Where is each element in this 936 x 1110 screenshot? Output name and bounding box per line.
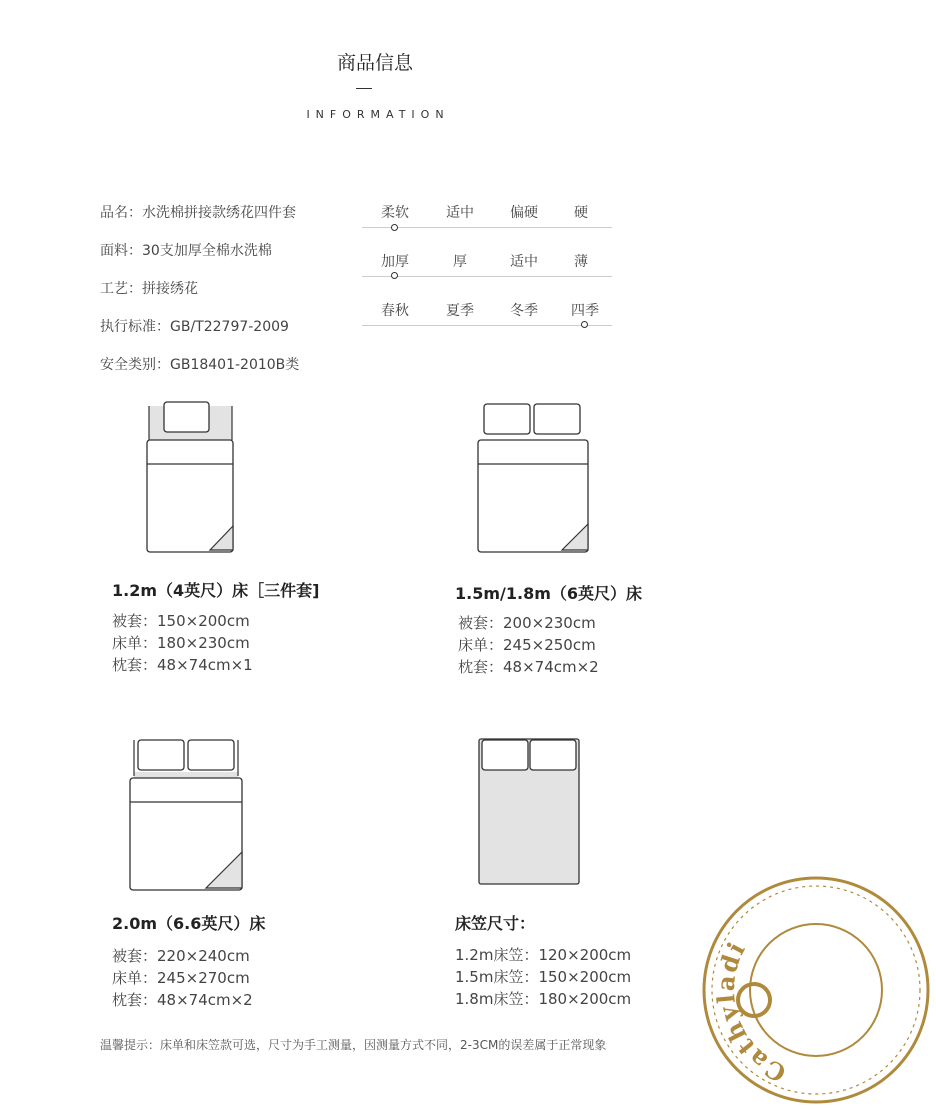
scale-season-option: 冬季 [510,303,538,319]
footnote: 温馨提示：床单和床笠款可选，尺寸为手工测量，因测量方式不同，2-3CM的误差属于正常现象 [100,1038,607,1052]
bed-title: 1.5m/1.8m（6英尺）床 [455,584,643,603]
bed-spec: 被套：200×230cm [458,614,596,632]
info-value: 水洗棉拼接款绣花四件套 [142,205,296,221]
info-row-safety [100,354,299,374]
svg-text:Cathyladi [696,935,824,1089]
bed-spec: 床单：180×230cm [112,634,250,652]
info-row-name [100,202,296,222]
fitted-sheet-illustration [474,734,586,890]
brand-seal-logo [696,870,936,1110]
bed-title: 床笠尺寸： [455,914,536,933]
section-title: 商品信息 [336,52,413,74]
bed-spec: 枕套：48×74cm×2 [458,658,599,676]
scale-softness-option: 适中 [446,205,474,221]
scale-softness-option: 偏硬 [510,205,538,221]
info-label: 执行标准： [100,319,170,335]
scale-softness-option: 硬 [574,205,588,221]
info-value: GB18401-2010B类 [170,357,300,373]
info-row-standard [100,316,289,336]
bed-spec: 1.8m床笠：180×200cm [455,990,632,1008]
info-label: 工艺： [100,281,142,297]
scale-season-marker [581,321,588,328]
info-label: 品名： [100,205,142,221]
info-row-fabric [100,240,272,260]
scale-softness-marker [391,224,398,231]
info-value: 30支加厚全棉水洗棉 [142,243,272,259]
scale-thickness-option: 厚 [453,254,467,270]
scale-thickness-option: 适中 [510,254,538,270]
title-divider [356,88,372,89]
bed-title: 2.0m（6.6英尺）床 [112,914,266,933]
scale-thickness-track [362,276,612,277]
info-row-craft [100,278,198,298]
info-value: GB/T22797-2009 [170,319,289,335]
scale-thickness-option: 薄 [574,254,588,270]
bed-spec: 1.5m床笠：150×200cm [455,968,632,986]
bed-spec: 被套：220×240cm [112,947,250,965]
scale-thickness-marker [391,272,398,279]
scale-softness-option: 柔软 [381,205,409,221]
bed-spec: 枕套：48×74cm×2 [112,991,253,1009]
bed-spec: 被套：150×200cm [112,612,250,630]
seal-text: Cathyladi [710,935,791,1089]
scale-season-option: 春秋 [381,303,409,319]
bed-spec: 床单：245×250cm [458,636,596,654]
bed-spec: 1.2m床笠：120×200cm [455,946,632,964]
scale-season-track [362,325,612,326]
scale-season-option: 夏季 [446,303,474,319]
scale-thickness-option: 加厚 [381,254,409,270]
bed-spec: 床单：245×270cm [112,969,250,987]
bed-spec: 枕套：48×74cm×1 [112,656,253,674]
scale-season-option: 四季 [571,303,599,319]
bed-title: 1.2m（4英尺）床［三件套] [112,581,320,600]
scale-softness-track [362,227,612,228]
bed-1-8m-illustration [470,398,594,558]
section-subtitle: INFORMATION [306,108,450,121]
bed-2-0m-illustration [124,734,248,894]
info-label: 面料： [100,243,142,259]
info-label: 安全类别： [100,357,170,373]
info-value: 拼接绣花 [142,281,198,297]
bed-1-2m-illustration [140,398,240,558]
